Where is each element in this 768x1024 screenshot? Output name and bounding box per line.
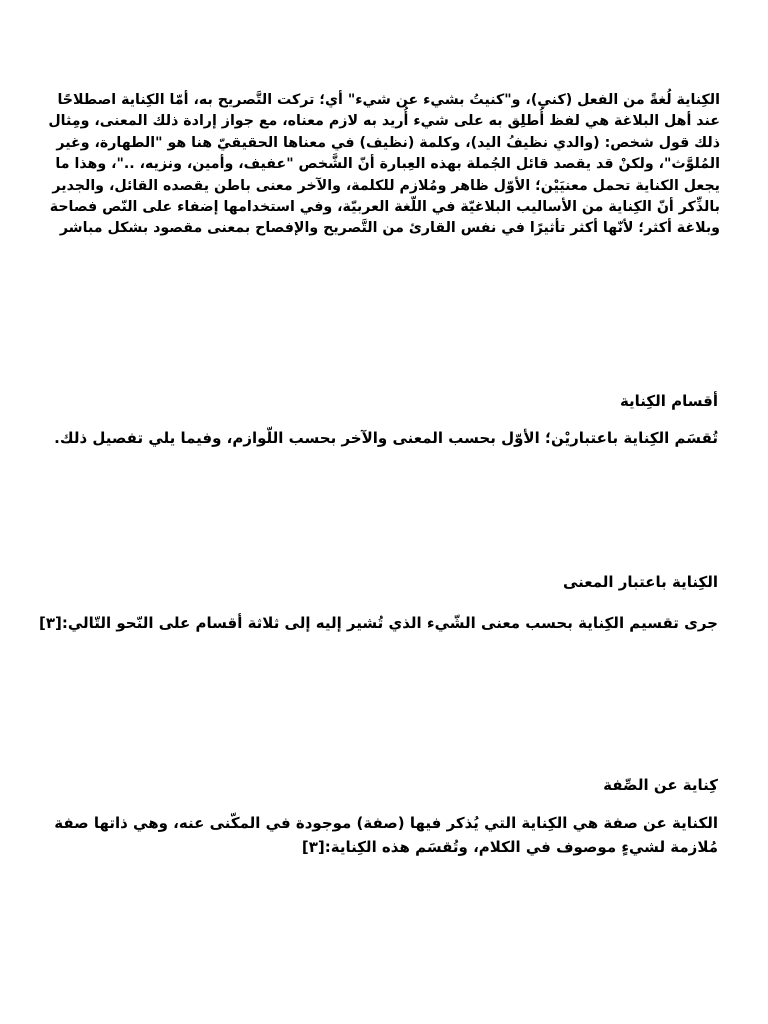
intro-paragraph: الكِناية لُغةً من الفعل (كني)، و"كنيتُ بشيء عن شيء" أي؛ تركت التَّصريح به، أمّا الكِناية اصطلاحًا عند أهل البلاغة هي لفظ أُطلِق به على شيء أُريد به لازم معناه، مع جواز إرادة ذلك المعنى، ومِثال ذلك قول شخص: (والدي نظيفُ اليد)، وكلمة (نظيف) في معناها الحقيقيّ هنا هو "الطهارة، وغير المُلوَّث"، ولكنْ قد يقصد قائل الجُملة بهذه العِبارة أنّ الشَّخص "عفيف، وأمين، ونزيه، .."، وهذا ما يجعل الكناية تحمل معنيَيْن؛ الأوّل ظاهر ومُلازم للكلمة، والآخر معنى باطن يقصده القائل، والجدير بالذِّكر أنّ الكِناية من الأساليب البلاغيّة في اللّغة العربيّة، وفي استخدامها إضفاء على النّص فصاحة وبلاغة أكثر؛ لأنّها أكثر تأثيرًا في نفس القارئ من التَّصريح والإفصاح بمعنى مقصود بشكل مباشر <box>48 92 720 237</box>
section-body-kinds: تُقسَم الكِناية باعتباريْن؛ الأوّل بحسب المعنى والآخر بحسب اللّوازم، وفيما يلي تفصيل ذلك. <box>54 429 718 447</box>
section-body-attribute: الكناية عن صفة هي الكِناية التي يُذكر فيها (صفة) موجودة في المكّنى عنه، وهي ذاتها صفة مُلازمة لشيءٍ موصوف في الكلام، وتُقسَم هذه الكِناية:[٣] <box>54 814 718 856</box>
section-heading-by-meaning: الكِناية باعتبار المعنى <box>562 573 718 591</box>
section-body-by-meaning: جرى تقسيم الكِناية بحسب معنى الشّيء الذي تُشير إليه إلى ثلاثة أقسام على النّحو التّالي:[٣] <box>38 614 718 632</box>
section-heading-attribute: كِناية عن الصِّفة <box>603 776 718 794</box>
section-heading-kinds: أقسام الكِناية <box>619 392 718 410</box>
